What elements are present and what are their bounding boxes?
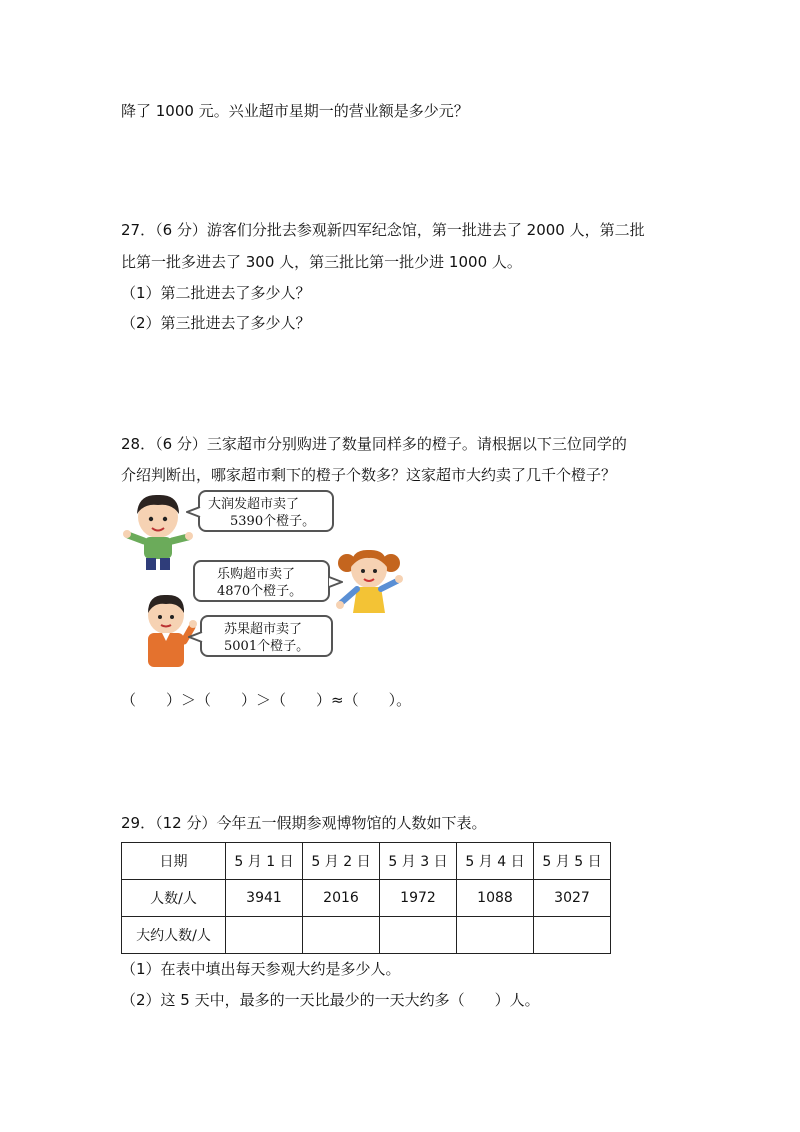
bubble-legou-line1: 乐购超市卖了 — [217, 567, 296, 582]
boy-green-shirt-illustration — [122, 489, 194, 573]
bubble-darunfa-line2: 5390个橙子。 — [230, 514, 316, 529]
table-row — [122, 843, 611, 880]
answer-cell[interactable] — [457, 917, 534, 954]
q29-sub2: （2）这 5 天中，最多的一天比最少的一天大约多（ ）人。 — [121, 991, 540, 1009]
intro-text: 降了 1000 元。兴业超市星期一的营业额是多少元？ — [121, 102, 469, 120]
speech-bubble-darunfa — [198, 490, 334, 532]
q28-line2: 介绍判断出，哪家超市剩下的橙子个数多？这家超市大约卖了几千个橙子？ — [121, 466, 617, 484]
answer-cell[interactable] — [380, 917, 457, 954]
table-cell: 3027 — [534, 880, 611, 917]
bubble-tail-icon — [188, 630, 204, 644]
table-cell: 2016 — [303, 880, 380, 917]
bubble-suguo-line1: 苏果超市卖了 — [224, 622, 303, 637]
museum-visitors-table — [121, 842, 611, 954]
q27-line1: 27．（6 分）游客们分批去参观新四军纪念馆，第一批进去了 2000 人，第二批 — [121, 221, 645, 239]
girl-pigtails-illustration — [333, 545, 405, 617]
table-cell: 1088 — [457, 880, 534, 917]
table-cell: 大约人数/人 — [122, 917, 226, 954]
table-cell: 3941 — [226, 880, 303, 917]
answer-cell[interactable] — [534, 917, 611, 954]
table-cell: 5 月 3 日 — [380, 843, 457, 880]
bubble-legou-line2: 4870个橙子。 — [217, 584, 303, 599]
speech-bubble-suguo — [200, 615, 333, 657]
q29-sub1: （1）在表中填出每天参观大约是多少人。 — [121, 960, 401, 978]
q28-line1: 28．（6 分）三家超市分别购进了数量同样多的橙子。请根据以下三位同学的 — [121, 435, 627, 453]
table-cell: 5 月 4 日 — [457, 843, 534, 880]
q27-sub1: （1）第二批进去了多少人？ — [121, 284, 311, 302]
answer-cell[interactable] — [303, 917, 380, 954]
bubble-darunfa-line1: 大润发超市卖了 — [208, 497, 300, 512]
table-cell: 人数/人 — [122, 880, 226, 917]
q28-answer-blanks[interactable]: （ ）＞（ ）＞（ ）≈（ ）。 — [121, 691, 412, 709]
speech-bubble-legou — [193, 560, 330, 602]
table-cell: 5 月 2 日 — [303, 843, 380, 880]
table-cell: 5 月 1 日 — [226, 843, 303, 880]
table-row — [122, 917, 611, 954]
bubble-suguo-line2: 5001个橙子。 — [224, 639, 310, 654]
table-cell: 日期 — [122, 843, 226, 880]
table-cell: 5 月 5 日 — [534, 843, 611, 880]
q29-line1: 29．（12 分）今年五一假期参观博物馆的人数如下表。 — [121, 814, 487, 832]
table-row — [122, 880, 611, 917]
bubble-tail-icon — [186, 505, 202, 519]
q27-line2: 比第一批多进去了 300 人，第三批比第一批少进 1000 人。 — [121, 253, 522, 271]
table-cell: 1972 — [380, 880, 457, 917]
q27-sub2: （2）第三批进去了多少人？ — [121, 314, 311, 332]
answer-cell[interactable] — [226, 917, 303, 954]
